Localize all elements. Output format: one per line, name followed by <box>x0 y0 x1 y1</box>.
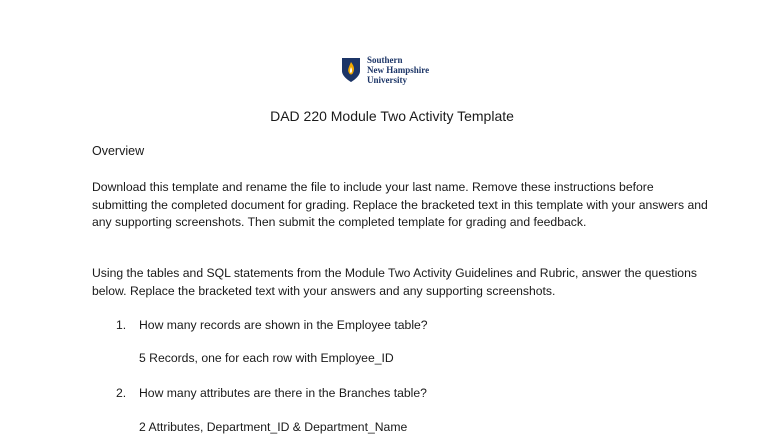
question-2-number: 2. <box>116 386 127 400</box>
document-title: DAD 220 Module Two Activity Template <box>270 108 514 124</box>
overview-paragraph: Download this template and rename the file to include your last name. Remove these instructions before submitting the completed document for grading. Replace the bracketed text in this template with your answers and any supporting screenshots. Then submit the completed template for grading and feedback. <box>92 180 708 229</box>
logo-line-3: University <box>367 75 407 85</box>
university-logo <box>341 55 429 85</box>
question-1-number: 1. <box>116 318 127 332</box>
instructions-paragraph: Using the tables and SQL statements from the Module Two Activity Guidelines and Rubric, answer the questions below. Replace the bracketed text with your answers and any supporting screenshots. <box>92 266 697 298</box>
logo-line-1: Southern <box>367 55 403 65</box>
logo-line-2: New Hampshire <box>367 65 430 75</box>
question-1-text: How many records are shown in the Employee table? <box>139 318 428 332</box>
question-2-answer: 2 Attributes, Department_ID & Department_Name <box>139 420 408 434</box>
overview-heading: Overview <box>92 144 145 158</box>
question-2-text: How many attributes are there in the Branches table? <box>139 386 427 400</box>
logo-wordmark <box>367 55 429 85</box>
question-1-answer: 5 Records, one for each row with Employee_ID <box>139 351 394 365</box>
shield-flame-icon <box>341 57 361 83</box>
